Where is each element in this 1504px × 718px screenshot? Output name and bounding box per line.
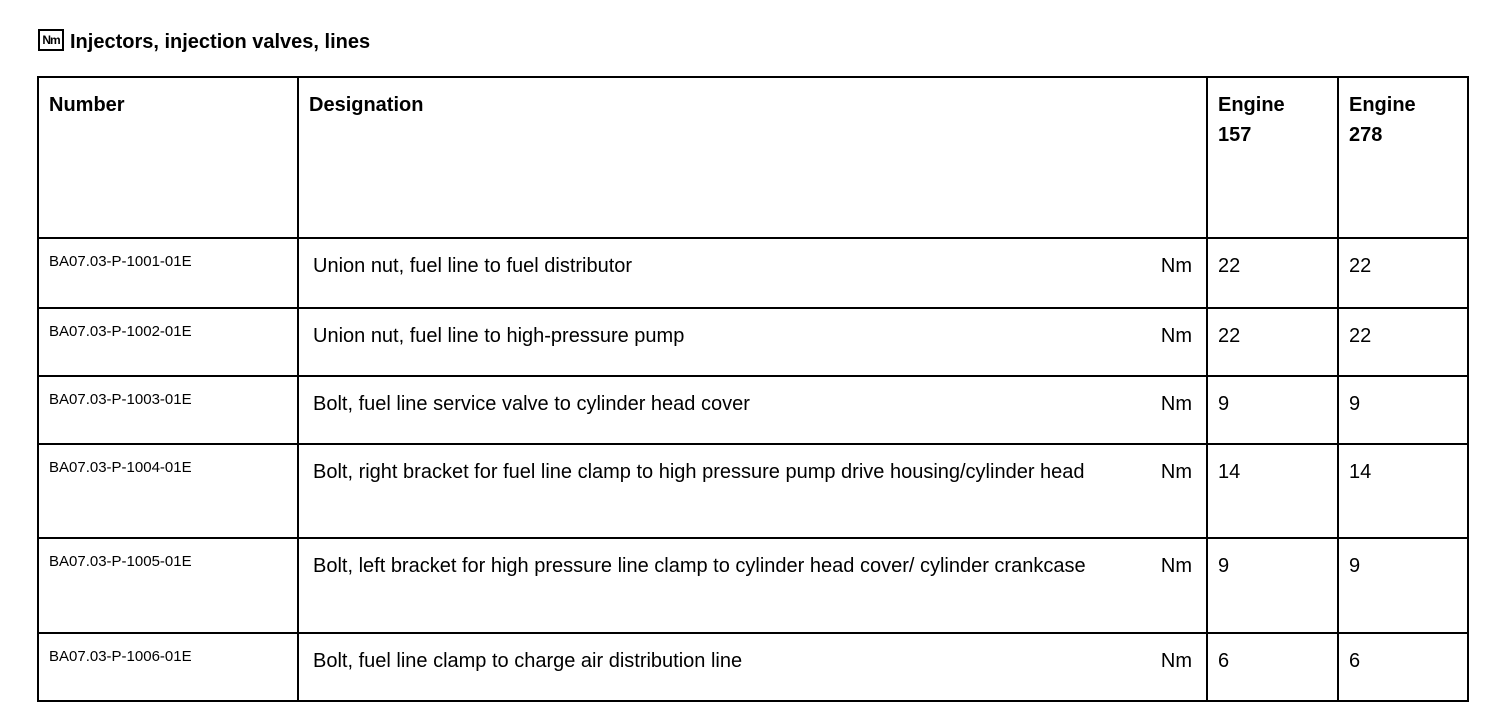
header-row — [38, 77, 1468, 238]
row-unit: Nm — [1160, 393, 1192, 415]
table-row — [38, 444, 1468, 538]
row-designation: Union nut, fuel line to fuel distributor — [313, 255, 633, 277]
row-value-157: 22 — [1218, 255, 1241, 277]
row-value-278: 9 — [1349, 555, 1361, 577]
row-value-157: 9 — [1218, 393, 1230, 415]
row-designation: Union nut, fuel line to high-pressure pump — [313, 325, 685, 347]
row-designation: Bolt, fuel line service valve to cylinder head cover — [313, 393, 750, 415]
row-unit: Nm — [1160, 650, 1192, 672]
table-row — [38, 376, 1468, 444]
row-designation: Bolt, fuel line clamp to charge air distribution line — [313, 650, 743, 672]
row-value-278: 6 — [1349, 650, 1361, 672]
table-row — [38, 308, 1468, 376]
row-value-157: 9 — [1218, 555, 1230, 577]
row-value-278: 22 — [1349, 255, 1372, 277]
row-unit: Nm — [1160, 461, 1192, 483]
row-value-278: 22 — [1349, 325, 1372, 347]
section-header — [38, 31, 370, 54]
row-value-278: 14 — [1349, 461, 1372, 483]
torque-nm-icon: Nm — [38, 29, 64, 51]
row-number: BA07.03-P-1003-01E — [49, 391, 192, 408]
section-title: Injectors, injection valves, lines — [70, 31, 371, 53]
row-number: BA07.03-P-1002-01E — [49, 323, 192, 340]
table-row — [38, 238, 1468, 308]
table-row — [38, 633, 1468, 701]
row-number: BA07.03-P-1004-01E — [49, 459, 192, 476]
header-number: Number — [38, 77, 298, 238]
header-engine-278: Engine 278 — [1338, 77, 1468, 238]
row-value-157: 6 — [1218, 650, 1230, 672]
header-engine-157: Engine 157 — [1207, 77, 1338, 238]
row-value-157: 14 — [1218, 461, 1241, 483]
row-designation: Bolt, left bracket for high pressure line clamp to cylinder head cover/ cylinder crankcase — [313, 555, 1086, 577]
row-unit: Nm — [1160, 325, 1192, 347]
row-unit: Nm — [1160, 555, 1192, 577]
table-row — [38, 538, 1468, 633]
row-unit: Nm — [1160, 255, 1192, 277]
torque-table — [37, 76, 1469, 702]
row-designation: Bolt, right bracket for fuel line clamp to high pressure pump drive housing/cylinder head — [313, 461, 1085, 483]
row-number: BA07.03-P-1006-01E — [49, 648, 192, 665]
row-number: BA07.03-P-1001-01E — [49, 253, 192, 270]
row-value-157: 22 — [1218, 325, 1241, 347]
row-value-278: 9 — [1349, 393, 1361, 415]
header-designation: Designation — [298, 77, 1207, 238]
row-number: BA07.03-P-1005-01E — [49, 553, 192, 570]
